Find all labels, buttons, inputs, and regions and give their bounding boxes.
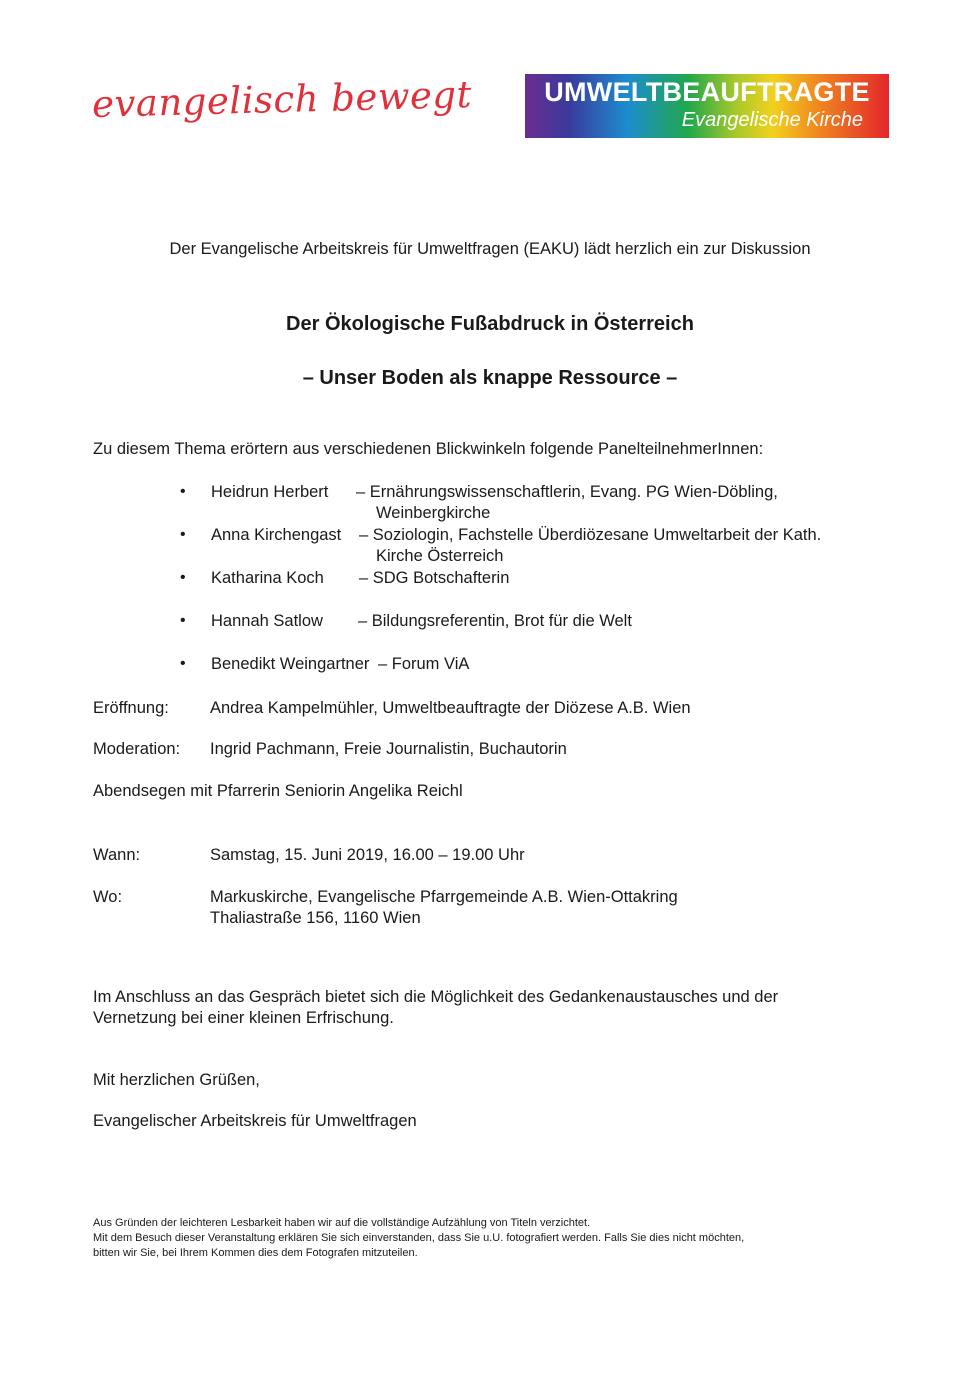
footnote-line2: Mit dem Besuch dieser Veranstaltung erklären Sie sich einverstanden, dass Sie u.U. fotografiert werden. Falls Sie dies nicht möchten, (93, 1232, 745, 1244)
where-label: Wo: (93, 888, 123, 906)
where-venue: Markuskirche, Evangelische Pfarrgemeinde A.B. Wien-Ottakring (210, 888, 678, 906)
when-value: Samstag, 15. Juni 2019, 16.00 – 19.00 Uhr (210, 846, 525, 864)
panelist-role: – Bildungsreferentin, Brot für die Welt (358, 612, 632, 630)
panelist-name: Heidrun Herbert (211, 483, 329, 501)
panelist-name: Hannah Satlow (211, 612, 323, 630)
umweltbeauftragte-logo (525, 74, 889, 138)
bullet-icon: • (180, 526, 186, 543)
closing-text-line1: Im Anschluss an das Gespräch bietet sich die Möglichkeit des Gedankenaustausches und der (93, 988, 779, 1006)
panelist-role: – SDG Botschafterin (359, 569, 510, 587)
footnote-line1: Aus Gründen der leichteren Lesbarkeit haben wir auf die vollständige Aufzählung von Titeln verzichtet. (93, 1217, 591, 1229)
when-label: Wann: (93, 846, 141, 864)
bullet-icon: • (180, 612, 186, 629)
panelist-name: Anna Kirchengast (211, 526, 342, 544)
moderation-label: Moderation: (93, 740, 181, 758)
panelist-name: Katharina Koch (211, 569, 324, 587)
blessing-text: Abendsegen mit Pfarrerin Seniorin Angelika Reichl (93, 782, 463, 800)
panelist-role-continued: Weinbergkirche (376, 504, 491, 522)
panelist-role-continued: Kirche Österreich (376, 547, 504, 565)
invitation-intro: Der Evangelische Arbeitskreis für Umweltfragen (EAKU) lädt herzlich ein zur Diskussion (169, 240, 811, 258)
bullet-icon: • (180, 569, 186, 586)
opening-value: Andrea Kampelmühler, Umweltbeauftragte der Diözese A.B. Wien (210, 699, 691, 717)
signature: Evangelischer Arbeitskreis für Umweltfragen (93, 1112, 417, 1130)
evangelisch-bewegt-logo: evangelisch bewegt (91, 73, 473, 126)
panelist-role: – Ernährungswissenschaftlerin, Evang. PG Wien-Döbling, (356, 483, 778, 501)
umweltbeauftragte-logo-subtitle: Evangelische Kirche (681, 109, 863, 131)
document-subtitle: – Unser Boden als knappe Ressource – (302, 367, 678, 389)
greeting: Mit herzlichen Grüßen, (93, 1071, 260, 1089)
moderation-value: Ingrid Pachmann, Freie Journalistin, Buchautorin (210, 740, 567, 758)
footnote-line3: bitten wir Sie, bei Ihrem Kommen dies dem Fotografen mitzuteilen. (93, 1247, 418, 1259)
document-title: Der Ökologische Fußabdruck in Österreich (286, 313, 694, 335)
panelist-role: – Forum ViA (378, 655, 470, 673)
panelist-role: – Soziologin, Fachstelle Überdiözesane Umweltarbeit der Kath. (359, 526, 822, 544)
panel-intro: Zu diesem Thema erörtern aus verschiedenen Blickwinkeln folgende PanelteilnehmerInnen: (93, 440, 764, 458)
panelist-name: Benedikt Weingartner (211, 655, 370, 673)
umweltbeauftragte-logo-title: UMWELTBEAUFTRAGTE (544, 77, 870, 107)
bullet-icon: • (180, 483, 186, 500)
opening-label: Eröffnung: (93, 699, 169, 717)
bullet-icon: • (180, 655, 186, 672)
closing-text-line2: Vernetzung bei einer kleinen Erfrischung. (93, 1009, 394, 1027)
where-address: Thaliastraße 156, 1160 Wien (210, 909, 421, 927)
